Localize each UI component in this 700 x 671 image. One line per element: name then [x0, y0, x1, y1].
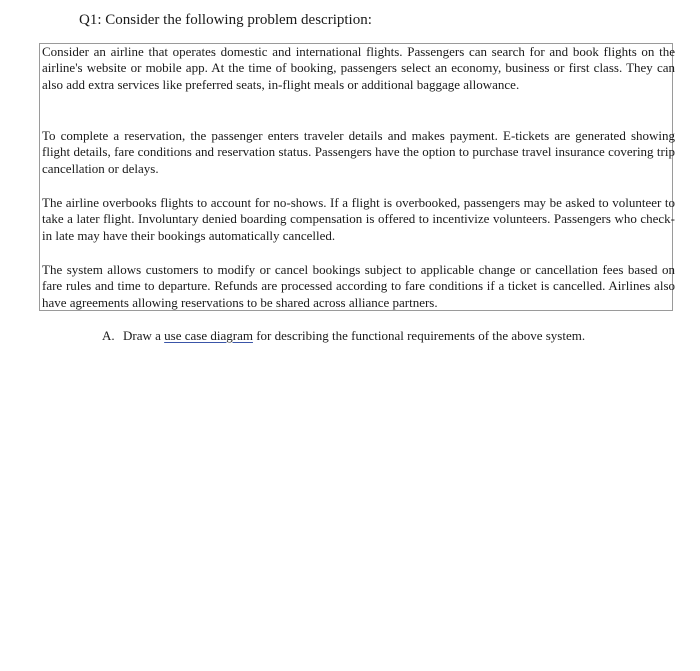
task-prefix: Draw a [123, 328, 165, 343]
description-paragraph-4: The system allows customers to modify or cancel bookings subject to applicable change or cancellation fees based on fare rules and time to departure. Refunds are processed according to fare conditions if a ticket is cancelled. Airlines also have agreements allowing reservations to be shared across alliance partners. [42, 262, 675, 310]
description-paragraph-1: Consider an airline that operates domestic and international flights. Passengers can search for and book flights on the airline's website or mobile app. At the time of booking, passengers select an economy, business or first class. They can also add extra services like preferred seats, in-flight meals or additional baggage allowance. [42, 44, 675, 92]
task-suffix: for describing the functional requirements of the above system. [252, 328, 586, 343]
use-case-diagram-term: use case diagram [164, 328, 253, 343]
task-marker: A. [102, 328, 115, 343]
question-title: Q1: Consider the following problem description: [79, 12, 372, 28]
description-paragraph-3: The airline overbooks flights to account for no-shows. If a flight is overbooked, passengers may be asked to volunteer to take a later flight. Involuntary denied boarding compensation is offered to incentivize volunteers. Passengers who check-in late may have their bookings automatically cancelled. [42, 195, 675, 243]
task-item [102, 327, 585, 345]
description-paragraph-2: To complete a reservation, the passenger enters traveler details and makes payment. E-tickets are generated showing flight details, fare conditions and reservation status. Passengers have the option to purchase travel insurance covering trip cancellation or delays. [42, 128, 675, 176]
